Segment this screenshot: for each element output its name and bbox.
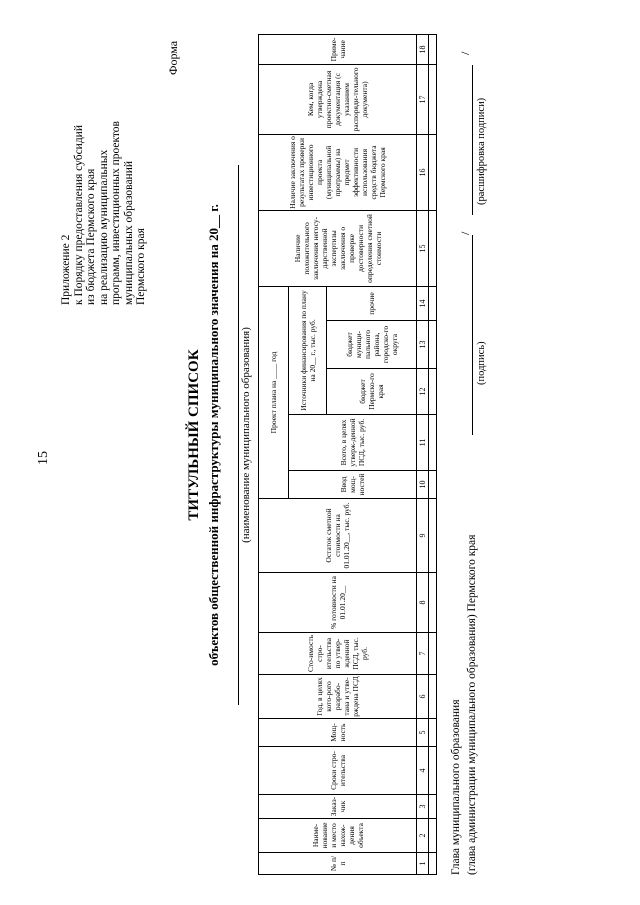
appendix-line: на реализацию муниципальных bbox=[97, 149, 110, 305]
empty-cell bbox=[429, 471, 437, 499]
header-design-year: Год, в целях кото-рого разрабо-тана и утве-рждена ПСД bbox=[259, 675, 417, 719]
signature-slash: / bbox=[458, 231, 472, 235]
column-number: 1 bbox=[417, 853, 429, 875]
empty-cell bbox=[429, 134, 437, 210]
empty-cell bbox=[429, 573, 437, 633]
header-source-municipal: бюджет муници-пального района, городско-го округа bbox=[327, 321, 417, 369]
appendix-line: муниципальных образований bbox=[122, 160, 135, 305]
empty-cell bbox=[429, 719, 437, 747]
header-construction-cost: Сто-имость стро-ительства по утвер-жденной ПСД, тыс. руб. bbox=[259, 633, 417, 675]
header-customer: Заказ-чик bbox=[259, 795, 417, 819]
municipality-line bbox=[238, 165, 239, 705]
column-number: 3 bbox=[417, 795, 429, 819]
column-number: 16 bbox=[417, 134, 429, 210]
column-number: 6 bbox=[417, 675, 429, 719]
header-funding-sources: Источники финансирования по плану на 20__ г., тыс. руб. bbox=[289, 286, 327, 414]
column-number: 13 bbox=[417, 321, 429, 369]
header-source-krai: бюджет Пермско-го края bbox=[327, 369, 417, 415]
appendix-line: из бюджета Пермского края bbox=[85, 168, 97, 305]
empty-cell bbox=[429, 415, 437, 471]
appendix-header bbox=[60, 35, 148, 305]
empty-cell bbox=[429, 210, 437, 286]
column-number: 18 bbox=[417, 34, 429, 64]
header-remaining-cost: Остаток сметной стоимости на 01.01.20__, тыс. руб. bbox=[259, 499, 417, 573]
header-readiness: % готовности на 01.01.20__ bbox=[259, 573, 417, 633]
decode-line bbox=[472, 65, 473, 215]
column-number: 2 bbox=[417, 819, 429, 853]
empty-cell bbox=[429, 819, 437, 853]
empty-cell bbox=[429, 853, 437, 875]
column-number: 4 bbox=[417, 747, 429, 795]
column-number: 10 bbox=[417, 471, 429, 499]
empty-cell bbox=[429, 321, 437, 369]
empty-cell bbox=[429, 795, 437, 819]
column-number: 12 bbox=[417, 369, 429, 415]
header-efficiency-conclusion: Наличие заключения о результатах проверки инвестиционного проекта (муниципальной программы) на предмет эффективности использования средств бюджета Пермского края bbox=[259, 134, 417, 210]
header-construction-terms: Сроки стро-ительства bbox=[259, 747, 417, 795]
empty-cell bbox=[429, 747, 437, 795]
appendix-line: Приложение 2 bbox=[60, 234, 72, 305]
appendix-line: Пермского края bbox=[135, 228, 147, 305]
empty-cell bbox=[429, 369, 437, 415]
footer-head-subtitle: (глава администрации муниципального образования) Пермского края bbox=[466, 534, 478, 875]
decode-slash: / bbox=[458, 51, 472, 55]
header-approved-by: Кем, когда утверждена проектно-сметная документация (с указанием распоряди-тельного документа) bbox=[259, 64, 417, 134]
document-subtitle: объектов общественной инфраструктуры муниципального значения на 20__ г. bbox=[206, 204, 221, 666]
column-number: 11 bbox=[417, 415, 429, 471]
column-number: 8 bbox=[417, 573, 429, 633]
header-source-other: прочие bbox=[327, 286, 417, 320]
appendix-line: программ, инвестиционных проектов bbox=[110, 121, 122, 305]
form-label: Форма bbox=[166, 40, 180, 75]
footer-head-title: Глава муниципального образования bbox=[450, 699, 462, 875]
empty-cell bbox=[429, 499, 437, 573]
signature-line bbox=[472, 235, 473, 435]
empty-cell bbox=[429, 286, 437, 320]
empty-cell bbox=[429, 64, 437, 134]
header-number: № п/п bbox=[259, 853, 417, 875]
appendix-line: к Порядку предоставления субсидий bbox=[72, 125, 85, 305]
empty-cell bbox=[429, 633, 437, 675]
header-note: Приме-чание bbox=[259, 34, 417, 64]
column-number: 14 bbox=[417, 286, 429, 320]
document-title: ТИТУЛЬНЫЙ СПИСОК bbox=[186, 349, 202, 521]
title-list-table bbox=[258, 34, 437, 875]
column-number: 7 bbox=[417, 633, 429, 675]
empty-cell bbox=[429, 34, 437, 64]
header-positive-conclusion: Наличие положительного заключения негосу-дарственной экспертизы заключения о проверке достоверности определения сметной стоимости bbox=[259, 210, 417, 286]
header-capacity-input: Ввод мощ-ностей bbox=[289, 471, 417, 499]
decode-label: (расшифровка подписи) bbox=[476, 97, 487, 205]
column-number: 5 bbox=[417, 719, 429, 747]
header-plan: Проект плана на ____ год bbox=[259, 286, 289, 498]
header-total: Всего, в целях утверж-денной ПСД, тыс. руб. bbox=[289, 415, 417, 471]
signature-label: (подпись) bbox=[476, 341, 487, 385]
empty-cell bbox=[429, 675, 437, 719]
header-capacity: Мощ-ность bbox=[259, 719, 417, 747]
header-object-name: Наиме-нование и место нахож-дения объекта bbox=[259, 819, 417, 853]
column-number: 9 bbox=[417, 499, 429, 573]
column-number: 15 bbox=[417, 210, 429, 286]
page-number: 15 bbox=[36, 451, 51, 465]
municipality-caption: (наименование муниципального образования) bbox=[240, 327, 252, 543]
column-number: 17 bbox=[417, 64, 429, 134]
